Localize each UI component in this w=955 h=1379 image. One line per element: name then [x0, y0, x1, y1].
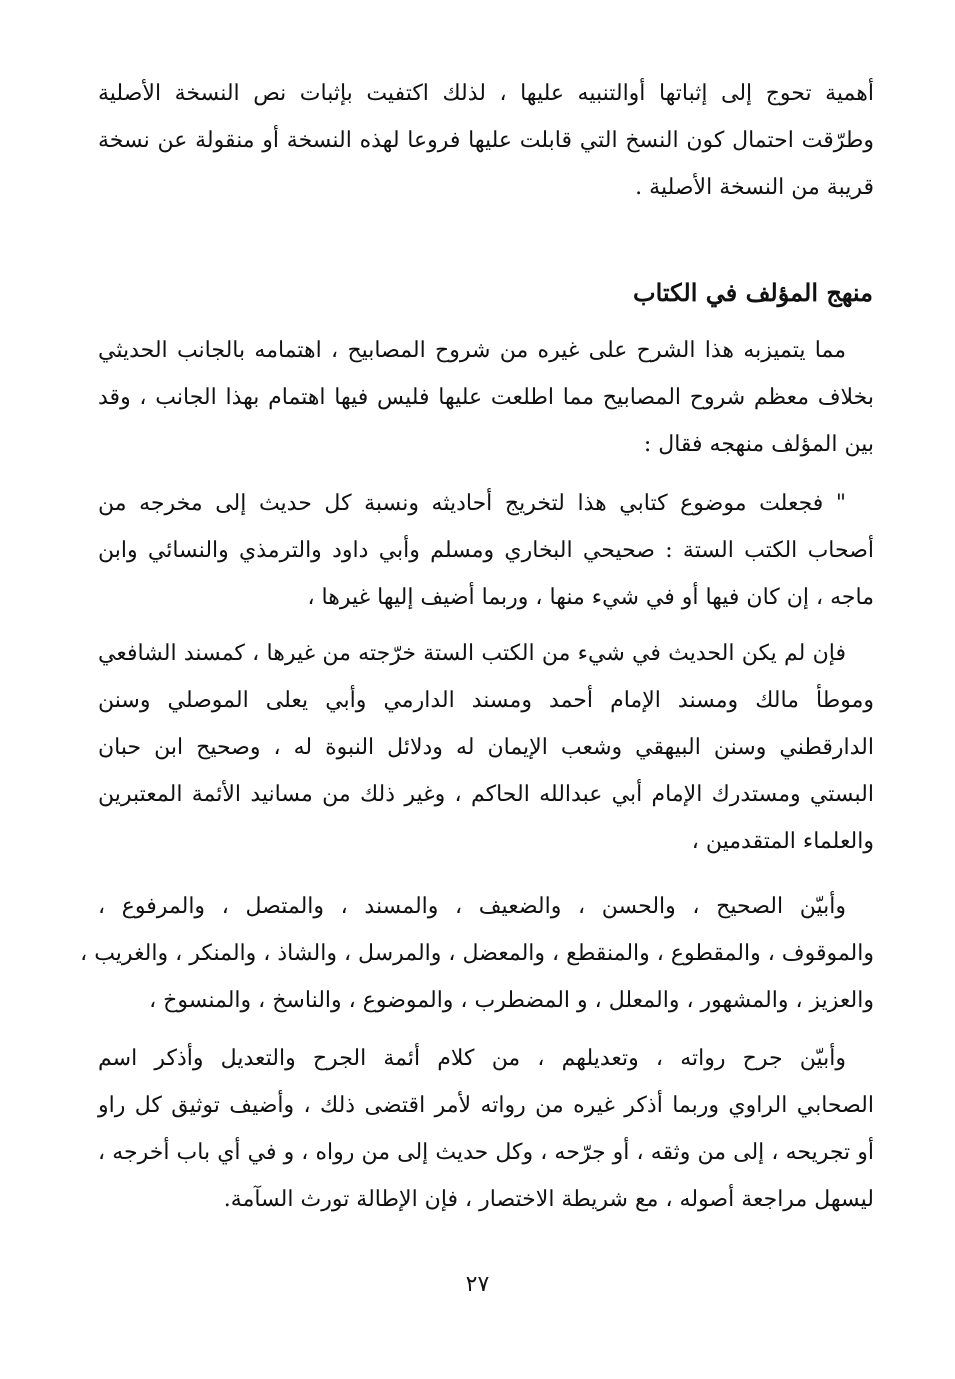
text-line: البستي ومستدرك الإمام أبي عبدالله الحاكم ، وغير ذلك من مسانيد الأئمة المعتبرين	[98, 782, 874, 807]
text-line: بخلاف معظم شروح المصابيح مما اطلعت عليها فليس فيها اهتمام بهذا الجانب ، وقد	[98, 385, 874, 410]
text-line: بين المؤلف منهجه فقال :	[643, 432, 874, 457]
paragraph-narrators	[98, 1035, 874, 1223]
text-line: قريبة من النسخة الأصلية .	[635, 175, 874, 200]
paragraph-grades	[80, 883, 874, 1024]
paragraph-other-sources	[98, 630, 874, 865]
text-line: ماجه ، إن كان فيها أو في شيء منها ، وربما أضيف إليها غيرها ،	[307, 585, 874, 610]
text-line: مما يتميزبه هذا الشرح على غيره من شروح المصابيح ، اهتمامه بالجانب الحديثي	[98, 338, 846, 363]
text-line: وموطأ مالك ومسند الإمام أحمد ومسند الدارمي وأبي يعلى الموصلي وسنن	[98, 688, 874, 713]
intro-paragraph	[98, 70, 874, 211]
text-line: أو تجريحه ، إلى من وثقه ، أو جرّحه ، وكل حديث إلى من رواه ، و في أي باب أخرجه ،	[98, 1140, 874, 1165]
text-line: الصحابي الراوي وربما أذكر غيره من رواته لأمر اقتضى ذلك ، وأضيف توثيق كل راو	[98, 1093, 874, 1118]
text-line: وطرّقت احتمال كون النسخ التي قابلت عليها فروعا لهذه النسخة أو منقولة عن نسخة	[98, 128, 874, 153]
text-line: أصحاب الكتب الستة : صحيحي البخاري ومسلم وأبي داود والترمذي والنسائي وابن	[98, 538, 874, 563]
paragraph-method-intro	[98, 327, 874, 468]
paragraph-quote-start	[98, 480, 874, 621]
text-line: وأبيّن جرح رواته ، وتعديلهم ، من كلام أئمة الجرح والتعديل وأذكر اسم	[98, 1046, 846, 1071]
text-line: " فجعلت موضوع كتابي هذا لتخريج أحاديثه ونسبة كل حديث إلى مخرجه من	[98, 491, 846, 516]
section-heading: منهج المؤلف في الكتاب	[633, 278, 873, 307]
text-line: وأبيّن الصحيح ، والحسن ، والضعيف ، والمسند ، والمتصل ، والمرفوع ،	[98, 894, 846, 919]
text-line: الدارقطني وسنن البيهقي وشعب الإيمان له ودلائل النبوة له ، وصحيح ابن حبان	[98, 735, 874, 760]
page-number: ٢٧	[465, 1272, 490, 1297]
text-line: أهمية تحوج إلى إثباتها أوالتنبيه عليها ، لذلك اكتفيت بإثبات نص النسخة الأصلية	[98, 81, 874, 106]
text-line: والعلماء المتقدمين ،	[691, 829, 874, 854]
text-line: والموقوف ، والمقطوع ، والمنقطع ، والمعضل ، والمرسل ، والشاذ ، والمنكر ، والغريب ،	[80, 941, 874, 966]
text-line: ليسهل مراجعة أصوله ، مع شريطة الاختصار ، فإن الإطالة تورث السآمة.	[223, 1187, 874, 1212]
text-line: والعزيز ، والمشهور ، والمعلل ، و المضطرب ، والموضوع ، والناسخ ، والمنسوخ ،	[149, 988, 874, 1013]
text-line: فإن لم يكن الحديث في شيء من الكتب الستة خرّجته من غيرها ، كمسند الشافعي	[98, 641, 846, 666]
